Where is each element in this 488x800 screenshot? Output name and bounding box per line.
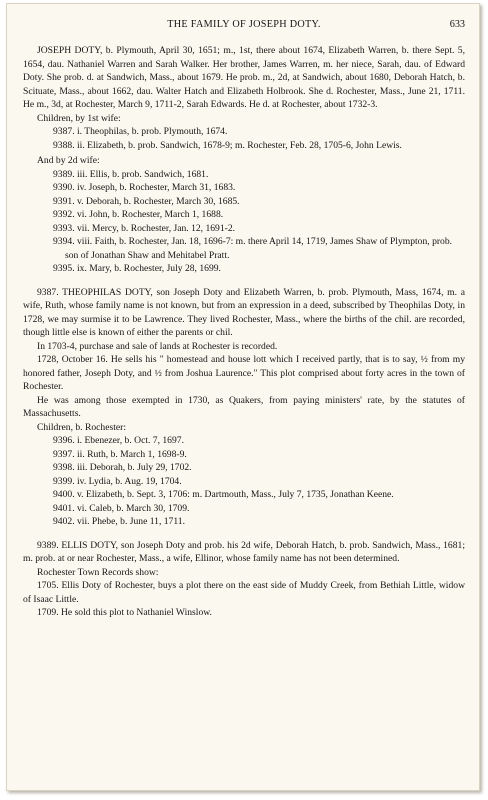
children-list-2 [23, 168, 465, 276]
list-item: 9393. vii. Mercy, b. Rochester, Jan. 12, 1691-2. [53, 222, 236, 234]
children-heading-2: And by 2d wife: [37, 155, 100, 166]
list-item: 9387. i. Theophilas, b. prob. Plymouth, 1674. [53, 126, 228, 137]
list-item: 9394. viii. Faith, b. Rochester, Jan. 18, 1696-7: m. there April 14, 1719, James Shaw of Plympton, prob. son of Jonathan Shaw and Mehitabel Pratt. [53, 236, 453, 261]
children-heading-1: Children, by 1st wife: [37, 112, 121, 124]
list-item: 9397. ii. Ruth, b. March 1, 1698-9. [53, 448, 187, 460]
theophilas-doty-entry: 9387. THEOPHILAS DOTY, son Joseph Doty and Elizabeth Warren, b. prob. Plymouth, Mass, 1674, m. a wife, Ruth, whose family name is not known, but from an expression in a deed, subscribed by Theophilas Doty, in 1728, we may surmise it to be Lawrence. They lived Rochester, Mass., where the births of the chil. are recorded, though little else is known of either the parents or chil. [23, 286, 465, 338]
list-item: 9401. vi. Caleb, b. March 30, 1709. [53, 502, 190, 514]
list-item: 9391. v. Deborah, b. Rochester, March 30, 1685. [53, 195, 240, 207]
page-number: 633 [449, 19, 465, 30]
list-item: 9398. iii. Deborah, b. July 29, 1702. [53, 462, 192, 473]
list-item: 9396. i. Ebenezer, b. Oct. 7, 1697. [53, 435, 184, 446]
joseph-doty-entry: JOSEPH DOTY, b. Plymouth, April 30, 1651; m., 1st, there about 1674, Elizabeth Warren, b. there Sept. 5, 1654, dau. Nathaniel Warren and Sarah Walker. Her brother, James Warren, m. her niece, Sarah, dau. of Edward Doty. She prob. d. at Sandwich, Mass., about 1679. He prob. m., 2d, at Sandwich, about 1680, Deborah Hatch, b. Scituate, Mass., about 1662, dau. Walter Hatch and Elizabeth Holbrook. She d. Rochester, Mass., June 21, 1711. He m., 3d, at Rochester, March 9, 1711-2, Sarah Edwards. He d. at Rochester, about 1732-3. [23, 45, 465, 110]
ellis-paragraph-3: 1705. Ellis Doty of Rochester, buys a plot there on the east side of Muddy Creek, from Bethiah Little, widow of Isaac Little. [23, 580, 465, 605]
theophilas-paragraph-3: 1728, October 16. He sells his " homestead and house lott which I received partly, that is to say, ½ from my honored father, Joseph Doty, and ½ from Joshua Laurence." This plot comprised about forty acres in the town of Rochester. [23, 354, 465, 392]
list-item: 9389. iii. Ellis, b. prob. Sandwich, 1681. [53, 168, 209, 180]
list-item: 9402. vii. Phebe, b. June 11, 1711. [53, 516, 185, 527]
ellis-doty-entry: 9389. ELLIS DOTY, son Joseph Doty and prob. his 2d wife, Deborah Hatch, b. prob. Sandwich, Mass., 1681; m. prob. at or near Rochester, Mass., a wife, Ellinor, whose family name has not been determined. [23, 539, 465, 564]
list-item: 9399. iv. Lydia, b. Aug. 19, 1704. [53, 475, 182, 487]
children-heading-3: Children, b. Rochester: [37, 421, 126, 433]
children-list-1 [23, 125, 465, 152]
theophilas-paragraph-4: He was among those exempted in 1730, as Quakers, from paying ministers' rate, by the statutes of Massachusetts. [23, 394, 465, 419]
children-list-3 [23, 434, 465, 529]
book-page [6, 3, 480, 791]
list-item: 9395. ix. Mary, b. Rochester, July 28, 1699. [53, 263, 221, 274]
theophilas-paragraph-2: In 1703-4, purchase and sale of lands at Rochester is recorded. [37, 340, 278, 352]
ellis-paragraph-4: 1709. He sold this plot to Nathaniel Winslow. [37, 607, 212, 618]
list-item: 9392. vi. John, b. Rochester, March 1, 1688. [53, 209, 224, 220]
ellis-paragraph-2: Rochester Town Records show: [37, 566, 159, 578]
running-header [23, 18, 465, 32]
list-item: 9388. ii. Elizabeth, b. prob. Sandwich, 1678-9; m. Rochester, Feb. 28, 1705-6, John Lewis. [53, 139, 402, 151]
list-item: 9400. v. Elizabeth, b. Sept. 3, 1706: m. Dartmouth, Mass., July 7, 1735, Jonathan Keene. [53, 489, 394, 500]
list-item: 9390. iv. Joseph, b. Rochester, March 31, 1683. [53, 182, 236, 193]
page-title: THE FAMILY OF JOSEPH DOTY. [167, 19, 321, 30]
